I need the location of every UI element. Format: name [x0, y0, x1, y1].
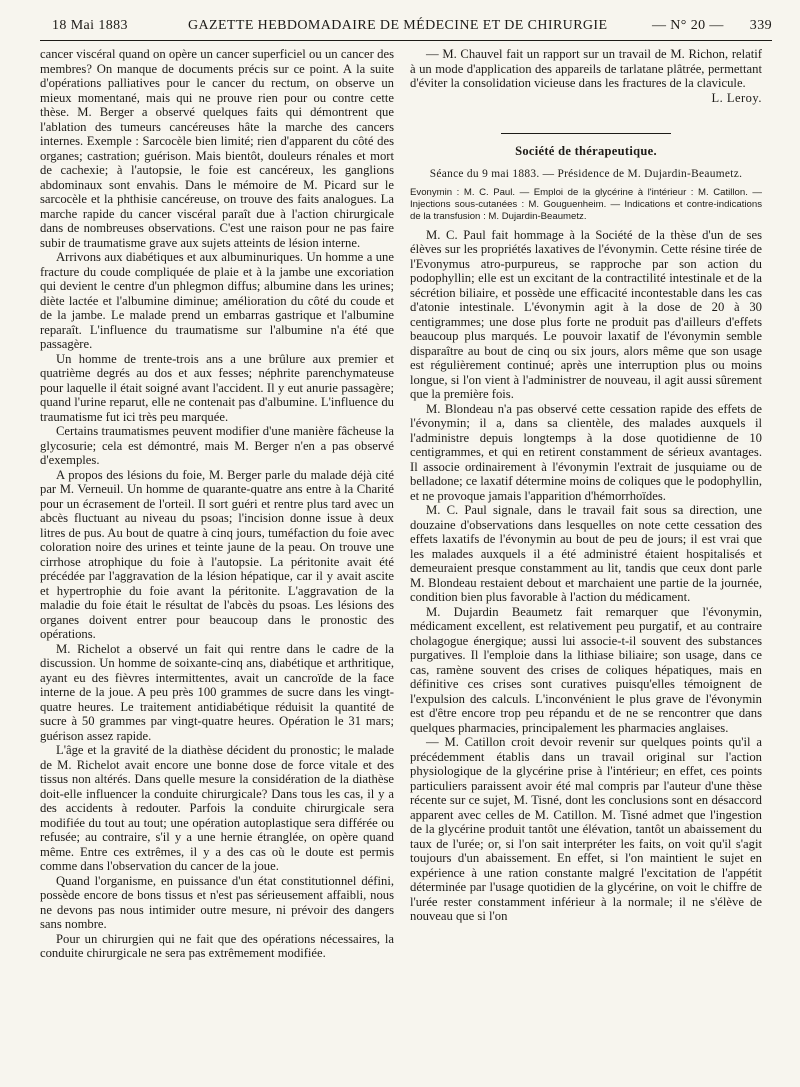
paragraph: L'âge et la gravité de la diathèse décident du pronostic; le malade de M. Richelot avait encore une bonne dose de force vitale et des tissus non altérés. Dans quelle mesure la considération de la diathèse doit-elle influencer la conduite chirurgicale? Dans tous les cas, il y a des accidents à redouter. Parfois la conduite chirurgicale sera modifiée du tout au tout; une opération autoplastique sera différée ou refusée; au contraire, s'il y a une hernie étranglée, on opère quand même. Entre ces extrêmes, il y a des cas où le doute est permis comme dans l'observation du cancer de la joue.	[40, 743, 394, 873]
paragraph: Certains traumatismes peuvent modifier d'une manière fâcheuse la glycosurie; cela est démontré, mais M. Berger n'en a pas observé d'exemples.	[40, 424, 394, 467]
journal-title: GAZETTE HEBDOMADAIRE DE MÉDECINE ET DE CHIRURGIE	[188, 18, 608, 33]
signature: L. Leroy.	[711, 90, 762, 105]
section-divider	[501, 133, 671, 134]
page-header	[40, 14, 772, 41]
paragraph: Un homme de trente-trois ans a une brûlure aux premier et quatrième degrés au dos et aux fesses; néphrite parenchymateuse pour laquelle il était soigné avant l'accident. Il y eut anurie passagère; quand l'urine reparut, elle ne contenait pas d'albumine. L'influence du traumatisme fut ici très peu marquée.	[40, 351, 394, 424]
paragraph: cancer viscéral quand on opère un cancer superficiel ou un cancer des membres? On manque de documents précis sur ce point. A la suite d'opérations palliatives pour le cancer du rectum, on observe un mieux momentané, mais qui ne prouve rien pour ou contre cette thèse. M. Berger a observé quelques faits qui démontrent que l'ablation des tumeurs cancéreuses hâte la marche des cancers internes. Exemple : Sarcocèle bien limité; rien d'apparent du côté des organes; castration; guérison. Mais bientôt, douleurs rénales et mort de cachexie; à l'autopsie, le foie est cancéreux, les ganglions abdominaux sont envahis. Dans le mémoire de M. Picard sur le sarcocèle et la phthisie cancéreuse, on trouve des faits analogues. La marche rapide du cancer viscéral paraît due à l'action chirurgicale dans de nombreuses observations. C'est une raison pour ne pas faire subir de traumatisme grave aux sujets atteints de lésion interne.	[40, 47, 394, 250]
paragraph: — M. Chauvel fait un rapport sur un travail de M. Richon, relatif à un mode d'application des appareils de tarlatane plâtrée, permettant d'éviter la consolidation vicieuse dans les fractures de la clavicule.	[410, 47, 762, 90]
paragraph: Arrivons aux diabétiques et aux albuminuriques. Un homme a une fracture du coude compliquée de plaie et à la jambe une excoriation qui devient le centre d'un phlegmon diffus; albumine dans les urines; diète lactée et l'albumine diminue; amélioration du côté du coude et de la jambe. Le malade prend un embarras gastrique et l'albumine reparaît. L'influence du traumatisme sur l'albumine n'a été que passagère.	[40, 250, 394, 351]
paragraph: Pour un chirurgien qui ne fait que des opérations nécessaires, la conduite chirurgicale ne sera pas extrêmement modifiée.	[40, 931, 394, 960]
paragraph: Quand l'organisme, en puissance d'un état constitutionnel défini, possède encore de bons tissus et n'est pas sérieusement affaibli, nous ne devons pas nous intimider outre mesure, ni prévoir des dangers sans nombre.	[40, 873, 394, 931]
paragraph: M. Blondeau n'a pas observé cette cessation rapide des effets de l'évonymin; il a, dans sa clientèle, des malades auxquels il l'administre depuis longtemps à la dose quotidienne de 10 centigrammes, et qui en retirent constamment de sérieux avantages. Il associe ordinairement à l'évonymin l'extrait de jusquiame ou de belladone; ce laxatif détermine moins de coliques que le podophyllin, et ne provoque jamais l'apparition d'hémorrhoïdes.	[410, 401, 762, 503]
session-summary: Evonymin : M. C. Paul. — Emploi de la glycérine à l'intérieur : M. Catillon. — Injections sous-cutanées : M. Gouguenheim. — Indications et contre-indications de la transfusion : M. Dujardin-Beaumetz.	[410, 186, 762, 222]
right-column	[410, 47, 762, 1079]
issue-date: 18 Mai 1883	[52, 18, 128, 33]
paragraph: — M. Catillon croit devoir revenir sur quelques points qu'il a précédemment établis dans un travail original sur l'action physiologique de la glycérine prise à l'intérieur; en effet, ces points particuliers paraissent avoir été mal compris par l'auteur d'une thèse récente sur ce sujet, M. Tisné, dont les conclusions sont en désaccord apparent avec celles de M. Catillon. M. Tisné admet que l'ingestion de la glycérine produit tantôt une élévation, tantôt un abaissement du taux de l'urée; or, si l'on sait interpréter les faits, on voit qu'il s'agit toujours d'un abaissement. En effet, si l'on maintient le sujet en expérience à une ration constante malgré l'excitation de l'appétit déterminée par l'usage quotidien de la glycérine, on voit le chiffre de l'urée rester constamment inférieur à la normale; il ne s'élève de nouveau que si l'on	[410, 735, 762, 923]
issue-number: — N° 20 —	[652, 18, 724, 33]
session-heading: Séance du 9 mai 1883. — Présidence de M. Dujardin-Beaumetz.	[429, 167, 743, 180]
paragraph: A propos des lésions du foie, M. Berger parle du malade déjà cité par M. Verneuil. Un homme de quarante-quatre ans entre à la Charité pour un écrasement de l'orteil. Il sort guéri et rentre plus tard avec un abcès fluctuant au niveau du psoas; l'incision donne issue à deux litres de pus. Au bout de quatre à cinq jours, tuméfaction du foie avec coloration noire des urines et teinte jaune de la peau. On trouve une cirrhose atrophique du foie à l'autopsie. La péritonite avait été précédée par l'aggravation de la lésion hépatique, car il y avait ascite et hypertrophie du foie avant la péritonite. L'aggravation de la maladie du foie était le résultat de l'abcès du psoas. Les lésions des organes doivent entrer pour beaucoup dans le pronostic des opérations.	[40, 467, 394, 641]
paragraph: M. Richelot a observé un fait qui rentre dans le cadre de la discussion. Un homme de soixante-cinq ans, diabétique et arthritique, ayant eu des fièvres intermittentes, avait un cancroïde de la face interne de la joue. A peu près 100 grammes de sucre dans les vingt-quatre heures. Le traitement antidiabétique réduisit la quantité de sucre à 50 grammes par vingt-quatre heures. Opération le 31 mars; guérison assez rapide.	[40, 641, 394, 743]
paragraph: M. Dujardin Beaumetz fait remarquer que l'évonymin, médicament excellent, est relativement peu purgatif, et au contraire cholagogue énergique; aussi lui associe-t-il souvent des substances purgatives. Il l'emploie dans la lithiase biliaire; son usage, dans ce cas, ramène souvent des crises de coliques hépatiques, mais en définitive ces crises sont curatives puisqu'elles témoignent de l'expulsion des calculs. L'inconvénient le plus grave de l'évonymin est d'être encore trop peu répandu et de ne se rencontrer que dans quelques pharmacies, principalement les pharmacies anglaises.	[410, 604, 762, 735]
section-title: Société de thérapeutique.	[515, 144, 657, 158]
left-column	[40, 47, 394, 1079]
page-number: 339	[749, 18, 772, 33]
paragraph: M. C. Paul fait hommage à la Société de la thèse d'un de ses élèves sur les propriétés laxatives de l'évonymin. Cette résine tirée de l'Evonymus atro-purpureus, se rapproche par son action du podophyllin; elle est un excitant de la contractilité intestinale et de la sécrétion biliaire, et possède une efficacité incontestable dans les cas d'atonie intestinale. L'évonymin agit à la dose de 20 à 30 centigrammes; une dose plus forte ne produit pas d'ailleurs d'effets beaucoup plus marqués. Le pouvoir laxatif de l'évonymin semble disparaître au bout de cinq ou six jours, alors même que son usage est régulièrement continué; après une interruption plus ou moins longue, si l'on vient à l'administrer de nouveau, il agit aussi sûrement que la première fois.	[410, 227, 762, 401]
paragraph: M. C. Paul signale, dans le travail fait sous sa direction, une douzaine d'observations dans lesquelles on note cette cessation des effets laxatifs de l'évonymin au bout de peu de jours; il est vrai que les malades auxquels il a été administré étaient hospitalisés et demeuraient presque constamment au lit, tandis que ceux dont parle M. Blondeau restaient debout et marchaient une partie de la journée, condition bien plus favorable à l'action du médicament.	[410, 503, 762, 604]
